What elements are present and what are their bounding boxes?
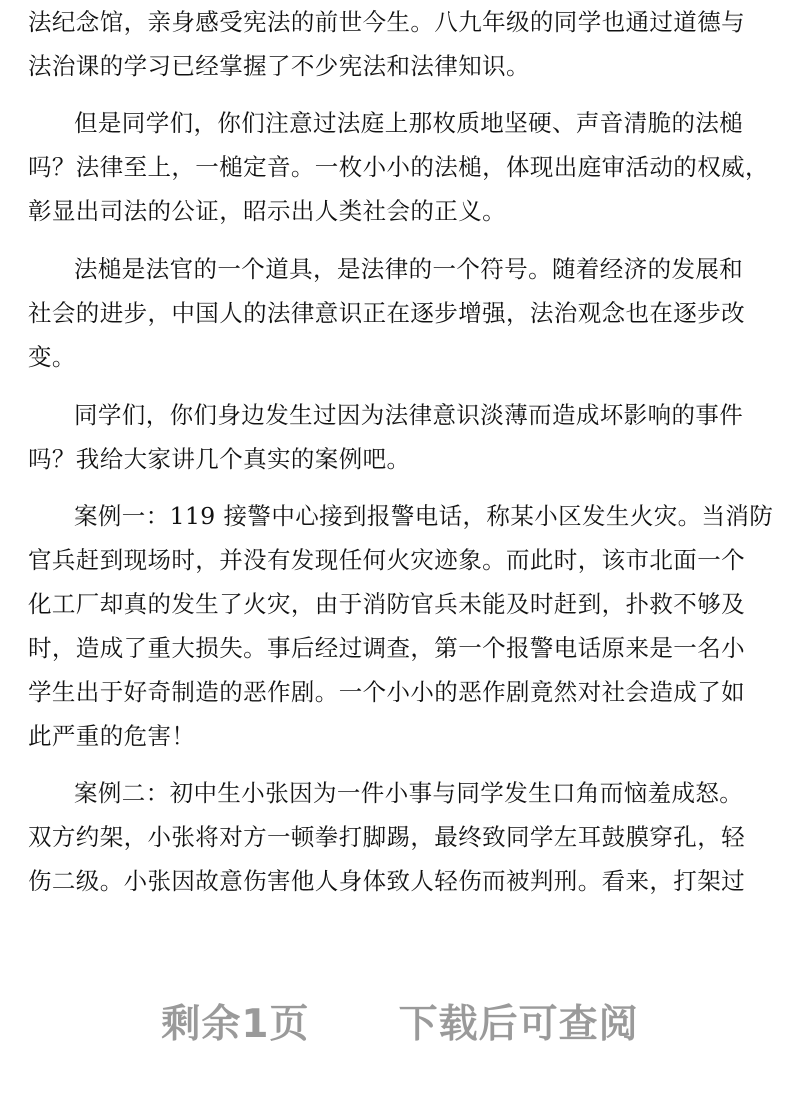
download-prompt[interactable] <box>0 993 800 1049</box>
text-line: 吗？我给大家讲几个真实的案例吧。 <box>28 445 411 473</box>
text-line: 时，造成了重大损失。事后经过调查，第一个报警电话原来是一名小 <box>28 634 745 662</box>
text-line: 化工厂却真的发生了火灾，由于消防官兵未能及时赶到，扑救不够及 <box>28 590 745 618</box>
text-line: 但是同学们，你们注意过法庭上那枚质地坚硬、声音清脆的法槌 <box>74 109 744 137</box>
remaining-pages-label: 剩余1页 <box>161 1002 310 1047</box>
text-line: 学生出于好奇制造的恶作剧。一个小小的恶作剧竟然对社会造成了如 <box>28 678 745 706</box>
text-line: 此严重的危害！ <box>28 722 196 750</box>
download-to-view-label[interactable]: 下载后可查阅 <box>398 1002 639 1047</box>
paragraph-2 <box>28 107 772 227</box>
text-line: 双方约架，小张将对方一顿拳打脚踢，最终致同学左耳鼓膜穿孔，轻 <box>28 823 745 851</box>
text-line: 伤二级。小张因故意伤害他人身体致人轻伤而被判刑。看来，打架过 <box>28 867 745 895</box>
text-line: 变。 <box>28 343 76 371</box>
text-line: 吗？法律至上，一槌定音。一枚小小的法槌，体现出庭审活动的权威， <box>28 153 769 181</box>
text-line: 社会的进步，中国人的法律意识正在逐步增强，法治观念也在逐步改 <box>28 299 745 327</box>
document-body <box>28 0 772 897</box>
text-line: 法纪念馆，亲身感受宪法的前世今生。八九年级的同学也通过道德与 <box>28 8 745 36</box>
paragraph-case-1 <box>28 500 772 752</box>
text-line: 法槌是法官的一个道具，是法律的一个符号。随着经济的发展和 <box>74 255 744 283</box>
paragraph-4 <box>28 399 772 475</box>
text-line: 同学们，你们身边发生过因为法律意识淡薄而造成坏影响的事件 <box>74 401 744 429</box>
paragraph-1 <box>28 6 772 82</box>
text-line: 彰显出司法的公证，昭示出人类社会的正义。 <box>28 197 506 225</box>
text-line: 案例二：初中生小张因为一件小事与同学发生口角而恼羞成怒。 <box>74 779 744 807</box>
paragraph-case-2 <box>28 777 772 897</box>
text-line: 官兵赶到现场时，并没有发现任何火灾迹象。而此时，该市北面一个 <box>28 546 745 574</box>
text-line: 法治课的学习已经掌握了不少宪法和法律知识。 <box>28 52 530 80</box>
text-line: 案例一：119 接警中心接到报警电话，称某小区发生火灾。当消防 <box>74 502 774 530</box>
paragraph-3 <box>28 253 772 373</box>
